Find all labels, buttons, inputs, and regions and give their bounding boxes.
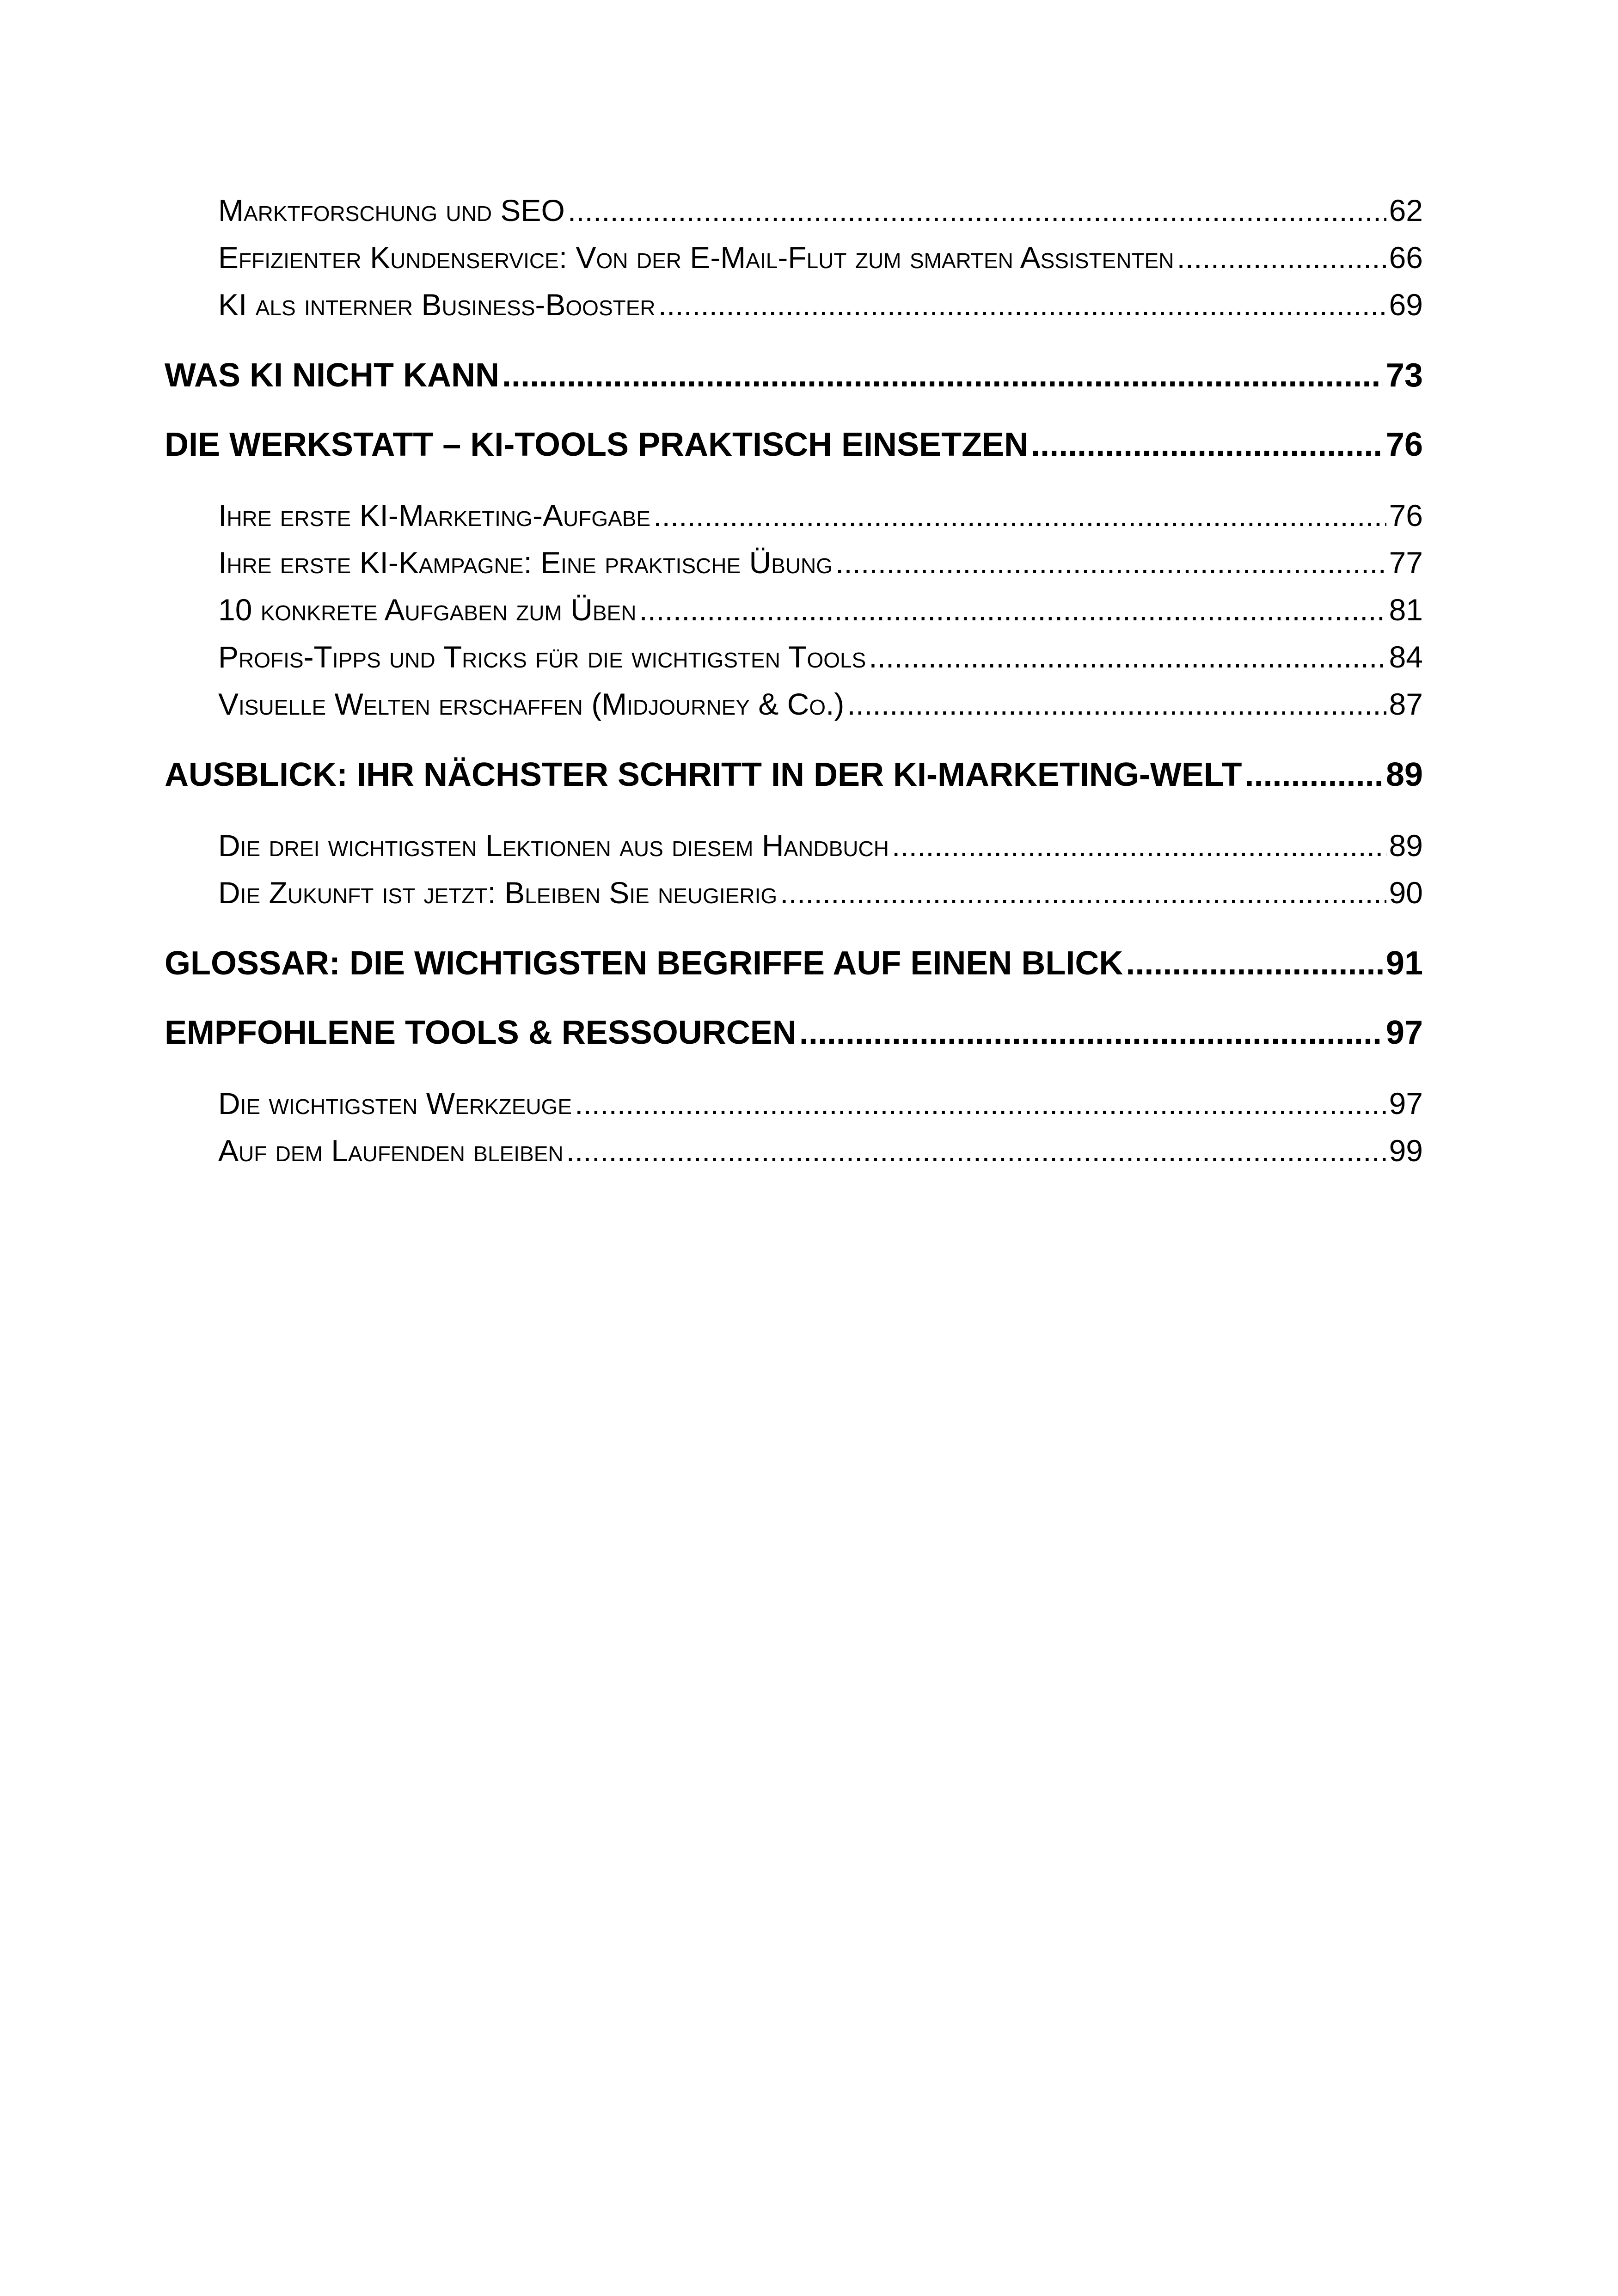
- toc-chapter-title: DIE WERKSTATT – KI-TOOLS PRAKTISCH EINSETZEN: [165, 426, 1029, 463]
- toc-page-number: 90: [1389, 876, 1423, 910]
- toc-dot-leader: [869, 642, 1386, 672]
- toc-entry-visuelle-welten[interactable]: [218, 689, 1423, 719]
- toc-dot-leader: [1126, 947, 1383, 980]
- toc-entry-marktforschung[interactable]: [218, 195, 1423, 226]
- toc-entry-title: Die Zukunft ist jetzt: Bleiben Sie neugierig: [218, 876, 778, 910]
- toc-page-number: 97: [1385, 1014, 1423, 1051]
- toc-entry-kundenservice[interactable]: [218, 242, 1423, 273]
- toc-entry-drei-lektionen[interactable]: [218, 830, 1423, 861]
- toc-page-number: 84: [1389, 640, 1423, 674]
- toc-dot-leader: [568, 195, 1386, 226]
- toc-entry-zukunft-ist-jetzt[interactable]: [218, 877, 1423, 908]
- toc-page-number: 73: [1385, 357, 1423, 394]
- toc-page-number: 99: [1389, 1133, 1423, 1168]
- toc-entry-title: Visuelle Welten erschaffen (Midjourney & Co.): [218, 687, 845, 721]
- toc-chapter-empfohlene-tools[interactable]: [165, 1016, 1423, 1049]
- toc-page-number: 97: [1389, 1086, 1423, 1120]
- toc-entry-title: Ihre erste KI-Kampagne: Eine praktische Übung: [218, 545, 833, 580]
- toc-page-number: 66: [1389, 240, 1423, 275]
- toc-entry-title: Ihre erste KI-Marketing-Aufgabe: [218, 498, 651, 533]
- toc-page-number: 69: [1389, 288, 1423, 322]
- toc-entry-title: 10 konkrete Aufgaben zum Üben: [218, 593, 637, 627]
- toc-page-number: 89: [1385, 756, 1423, 793]
- toc-chapter-glossar[interactable]: [165, 947, 1423, 980]
- toc-entry-title: Die drei wichtigsten Lektionen aus diesem Handbuch: [218, 828, 889, 863]
- toc-chapter-title: WAS KI NICHT KANN: [165, 357, 499, 394]
- toc-entry-erste-marketing-aufgabe[interactable]: [218, 500, 1423, 531]
- toc-entry-erste-kampagne[interactable]: [218, 547, 1423, 578]
- toc-chapter-was-ki-nicht-kann[interactable]: [165, 359, 1423, 392]
- toc-page-number: 77: [1389, 545, 1423, 580]
- toc-dot-leader: [892, 830, 1386, 861]
- toc-chapter-title: GLOSSAR: DIE WICHTIGSTEN BEGRIFFE AUF EINEN BLICK: [165, 945, 1123, 982]
- toc-chapter-werkstatt[interactable]: [165, 428, 1423, 461]
- toc-entry-profis-tipps[interactable]: [218, 642, 1423, 672]
- toc-entry-title: Auf dem Laufenden bleiben: [218, 1133, 564, 1168]
- toc-page-number: 89: [1389, 828, 1423, 863]
- toc-dot-leader: [502, 359, 1383, 392]
- toc-dot-leader: [835, 547, 1386, 578]
- toc-dot-leader: [780, 877, 1386, 908]
- toc-dot-leader: [658, 289, 1386, 320]
- toc-dot-leader: [566, 1135, 1386, 1166]
- toc-entry-title: Effizienter Kundenservice: Von der E-Mail-Flut zum smarten Assistenten: [218, 240, 1174, 275]
- toc-entry-wichtigste-werkzeuge[interactable]: [218, 1088, 1423, 1119]
- toc-chapter-ausblick[interactable]: [165, 758, 1423, 791]
- toc-dot-leader: [639, 594, 1386, 625]
- toc-entry-konkrete-aufgaben[interactable]: [218, 594, 1423, 625]
- toc-page-number: 76: [1389, 498, 1423, 533]
- toc-page-number: 81: [1389, 593, 1423, 627]
- toc-dot-leader: [847, 689, 1386, 719]
- toc-entry-title: Die wichtigsten Werkzeuge: [218, 1086, 572, 1120]
- toc-entry-title: KI als interner Business-Booster: [218, 288, 656, 322]
- toc-dot-leader: [653, 500, 1386, 531]
- toc-dot-leader: [1031, 428, 1383, 461]
- toc-chapter-title: AUSBLICK: IHR NÄCHSTER SCHRITT IN DER KI-MARKETING-WELT: [165, 756, 1242, 793]
- toc-chapter-title: EMPFOHLENE TOOLS & RESSOURCEN: [165, 1014, 797, 1051]
- toc-page-number: 76: [1385, 426, 1423, 463]
- toc-dot-leader: [1245, 758, 1383, 791]
- toc-entry-business-booster[interactable]: [218, 289, 1423, 320]
- toc-dot-leader: [575, 1088, 1386, 1119]
- toc-entry-title: Profis-Tipps und Tricks für die wichtigsten Tools: [218, 640, 866, 674]
- toc-dot-leader: [1177, 242, 1386, 273]
- toc-entry-auf-dem-laufenden[interactable]: [218, 1135, 1423, 1166]
- toc-entry-title: Marktforschung und SEO: [218, 193, 565, 227]
- toc-page-number: 91: [1385, 945, 1423, 982]
- toc-dot-leader: [799, 1016, 1383, 1049]
- toc-page-number: 62: [1389, 193, 1423, 227]
- toc-page-number: 87: [1389, 687, 1423, 721]
